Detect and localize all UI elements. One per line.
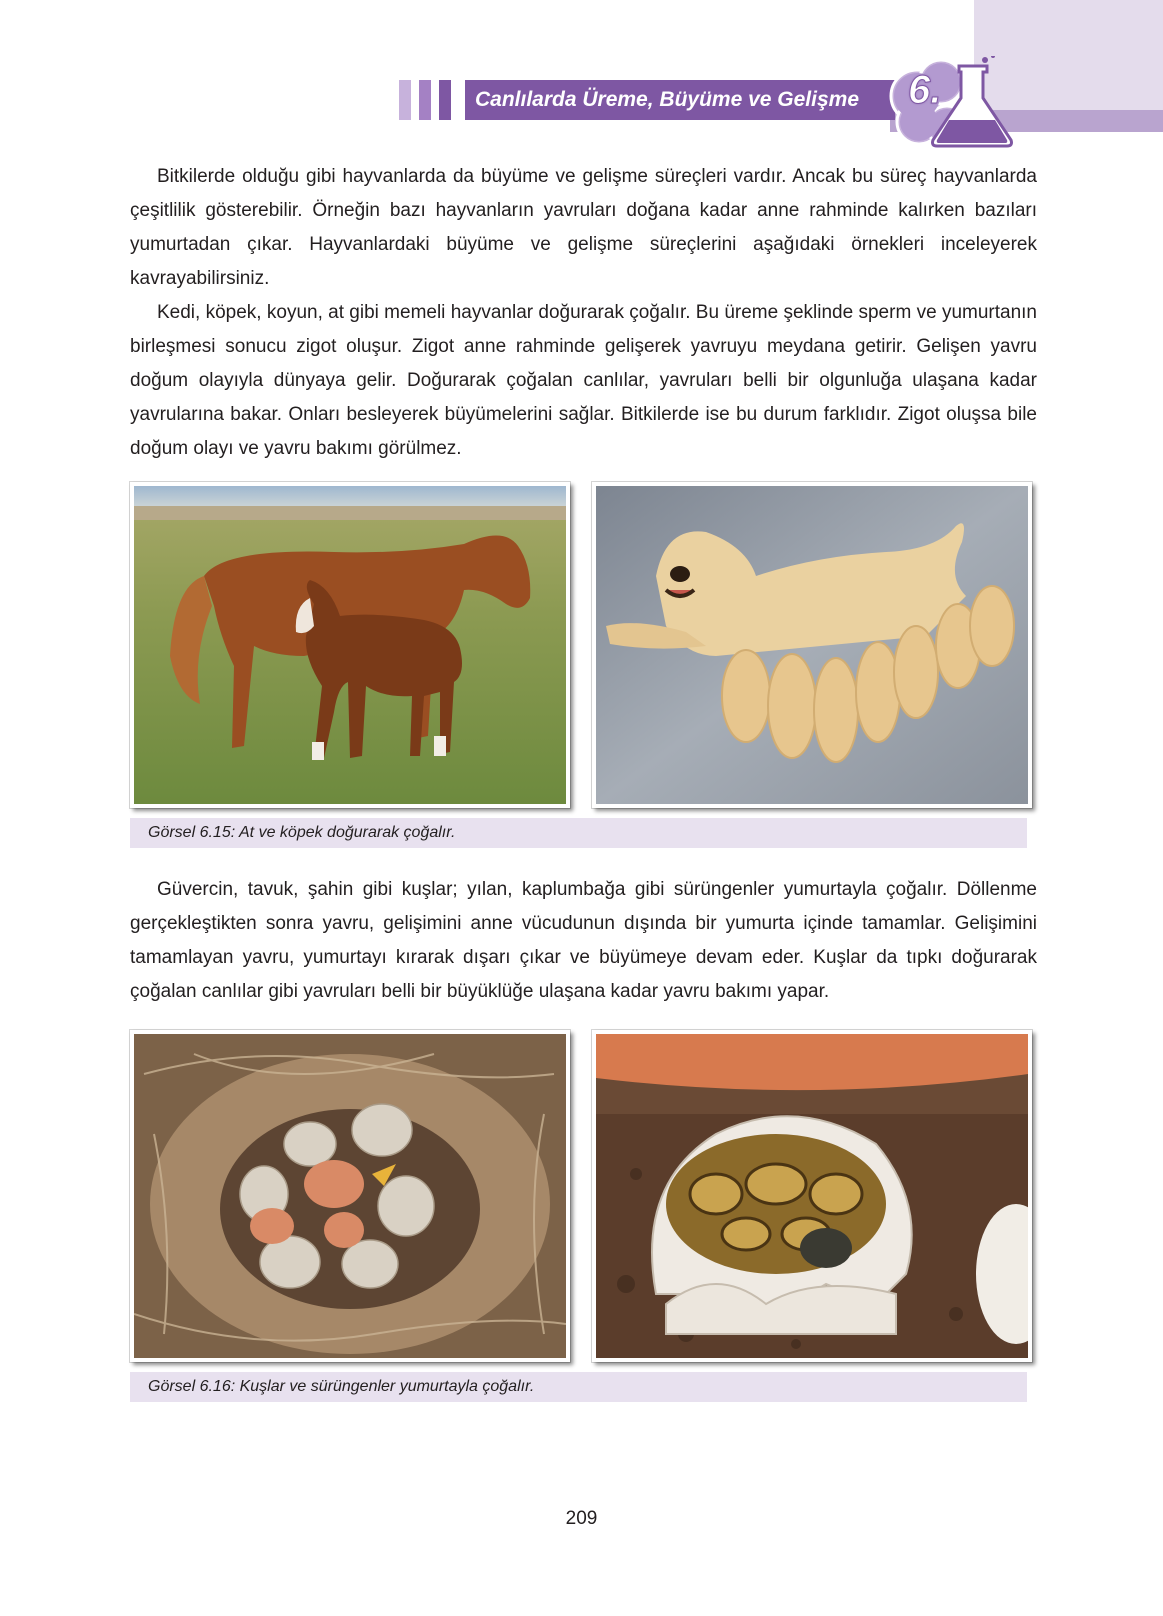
page-number: 209 [565,1508,598,1529]
horse-and-foal-photo [130,482,570,808]
figure-caption: Görsel 6.15: At ve köpek doğurarak çoğalır. [130,818,1027,848]
dog-nursing-puppies-photo [592,482,1032,808]
paragraph-intro: Bitkilerde olduğu gibi hayvanlarda da büyüme ve gelişme süreçleri vardır. Ancak bu süreç hayvanlarda çeşitlilik gösterebilir. Örneğin bazı hayvanların yavruları doğana kadar anne rahminde kalırken bazıları yumurtadan çıkar. Hayvanlardaki büyüme ve gelişme süreçlerini aşağıdaki örnekleri inceleyerek kavrayabilirsiniz. [130,166,1037,289]
header-decoration-stripe [439,80,451,120]
header-decoration-stripe [399,80,411,120]
chapter-number: 6. [908,68,942,112]
paragraph-mammals: Kedi, köpek, koyun, at gibi memeli hayvanlar doğurarak çoğalır. Bu üreme şeklinde sperm ve yumurtanın birleşmesi sonucu zigot oluşur. Zigot anne rahminde gelişerek yavruyu meydana getirir. Gelişen yavru doğum olayıyla dünyaya gelir. Doğurarak çoğalan canlılar, yavruları belli bir olgunluğa ulaşana kadar yavrularına bakar. Onları besleyerek büyümelerini sağlar. Bitkilerde ise bu durum farklıdır. Zigot oluşsa bile doğum olayı ve yavru bakımı görülmez. [130,302,1037,459]
header-decoration-stripe [419,80,431,120]
turtle-hatching-photo [592,1030,1032,1362]
paragraph-egg-laying: Güvercin, tavuk, şahin gibi kuşlar; yılan, kaplumbağa gibi sürüngenler yumurtayla çoğalır. Döllenme gerçekleştikten sonra yavru, gelişimini anne vücudunun dışında bir yumurta içinde tamamlar. Gelişimini tamamlayan yavru, yumurtayı kırarak dışarı çıkar ve büyümeye devam eder. Kuşlar da tıpkı doğurarak çoğalan canlılar gibi yavruları belli bir büyüklüğe ulaşana kadar yavru bakımı yapar. [130,879,1037,1002]
unit-title: Canlılarda Üreme, Büyüme ve Gelişme [465,80,895,120]
figure-caption: Görsel 6.16: Kuşlar ve sürüngenler yumurtayla çoğalır. [130,1372,1027,1402]
bird-nest-hatchlings-photo [130,1030,570,1362]
